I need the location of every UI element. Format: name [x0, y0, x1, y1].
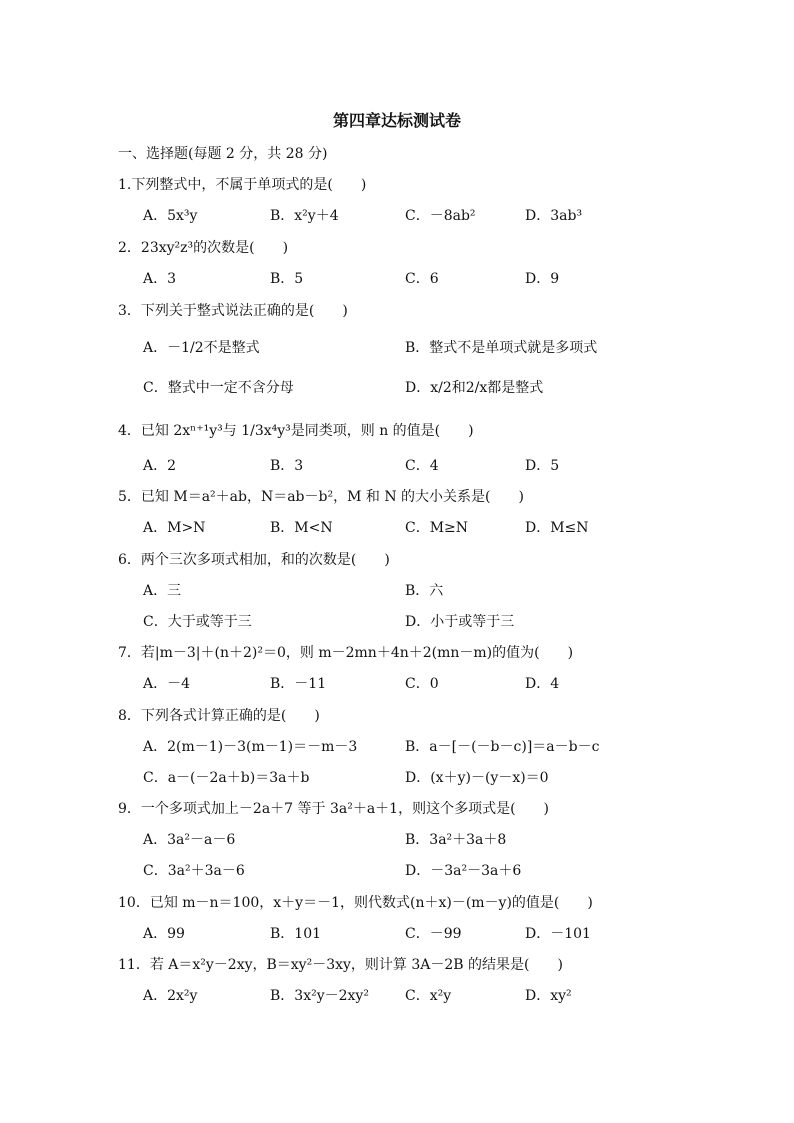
q5-option-a: A．M>N	[143, 520, 206, 536]
q10-option-b: B．101	[270, 926, 322, 942]
q10-option-d: D．－101	[525, 926, 591, 942]
q8-option-a: A．2(m－1)－3(m－1)＝－m－3	[143, 739, 358, 755]
question-1-stem: 1.下列整式中，不属于单项式的是( )	[118, 177, 367, 193]
q6-option-a: A．三	[143, 583, 182, 599]
q3-option-b: B．整式不是单项式就是多项式	[405, 340, 598, 356]
q6-option-d: D．小于或等于三	[405, 614, 515, 630]
q1-option-b: B．x²y＋4	[270, 208, 339, 224]
question-5-stem: 5．已知 M＝a²＋ab，N＝ab－b²，M 和 N 的大小关系是( )	[118, 489, 524, 505]
question-10-stem: 10．已知 m－n＝100，x＋y＝－1，则代数式(n＋x)－(m－y)的值是( )	[118, 895, 593, 911]
q3-option-d: D．x/2和2/x都是整式	[405, 380, 544, 396]
question-6-stem: 6．两个三次多项式相加，和的次数是( )	[118, 552, 390, 568]
q9-option-c: C．3a²＋3a－6	[143, 863, 245, 879]
q4-option-b: B．3	[270, 458, 304, 474]
q4-option-c: C．4	[405, 458, 439, 474]
q10-option-a: A．99	[143, 926, 185, 942]
q7-option-b: B．－11	[270, 676, 327, 692]
q4-option-d: D．5	[525, 458, 560, 474]
q4-option-a: A．2	[143, 458, 177, 474]
q6-option-c: C．大于或等于三	[143, 614, 252, 630]
q7-option-a: A．－4	[143, 676, 191, 692]
question-3-stem: 3．下列关于整式说法正确的是( )	[118, 303, 348, 319]
q8-option-c: C．a－(－2a＋b)＝3a＋b	[143, 770, 310, 786]
q3-option-c: C．整式中一定不含分母	[143, 380, 294, 396]
q1-option-a: A．5x³y	[143, 208, 198, 224]
q11-option-c: C．x²y	[405, 988, 452, 1004]
q11-option-b: B．3x²y－2xy²	[270, 988, 369, 1004]
q5-option-c: C．M≥N	[405, 520, 469, 536]
question-2-stem: 2．23xy²z³的次数是( )	[118, 240, 289, 256]
q5-option-b: B．M<N	[270, 520, 333, 536]
question-4-stem: 4．已知 2xⁿ⁺¹y³与 1/3x⁴y³是同类项，则 n 的值是( )	[118, 423, 474, 439]
section-heading: 一、选择题(每题 2 分，共 28 分)	[118, 146, 328, 162]
q10-option-c: C．－99	[405, 926, 462, 942]
q3-option-a: A．－1/2不是整式	[143, 340, 260, 356]
q1-option-c: C．－8ab²	[405, 208, 476, 224]
question-11-stem: 11．若 A＝x²y－2xy，B＝xy²－3xy，则计算 3A－2B 的结果是( )	[118, 957, 563, 973]
q9-option-d: D．－3a²－3a＋6	[405, 863, 522, 879]
q2-option-b: B．5	[270, 271, 304, 287]
question-7-stem: 7．若|m－3|＋(n＋2)²＝0，则 m－2mn＋4n＋2(mn－m)的值为( )	[118, 645, 574, 661]
q1-option-d: D．3ab³	[525, 208, 583, 224]
q9-option-a: A．3a²－a－6	[143, 832, 236, 848]
q7-option-d: D．4	[525, 676, 560, 692]
q2-option-c: C．6	[405, 271, 439, 287]
q8-option-d: D．(x＋y)－(y－x)＝0	[405, 770, 549, 786]
page-title: 第四章达标测试卷	[332, 111, 461, 130]
q8-option-b: B．a－[－(－b－c)]＝a－b－c	[405, 739, 600, 755]
question-9-stem: 9．一个多项式加上－2a＋7 等于 3a²＋a＋1，则这个多项式是( )	[118, 801, 550, 817]
q2-option-a: A．3	[143, 271, 177, 287]
q9-option-b: B．3a²＋3a＋8	[405, 832, 507, 848]
q7-option-c: C．0	[405, 676, 439, 692]
q11-option-d: D．xy²	[525, 988, 572, 1004]
q6-option-b: B．六	[405, 583, 444, 599]
q11-option-a: A．2x²y	[143, 988, 198, 1004]
question-8-stem: 8．下列各式计算正确的是( )	[118, 708, 320, 724]
q5-option-d: D．M≤N	[525, 520, 589, 536]
q2-option-d: D．9	[525, 271, 560, 287]
